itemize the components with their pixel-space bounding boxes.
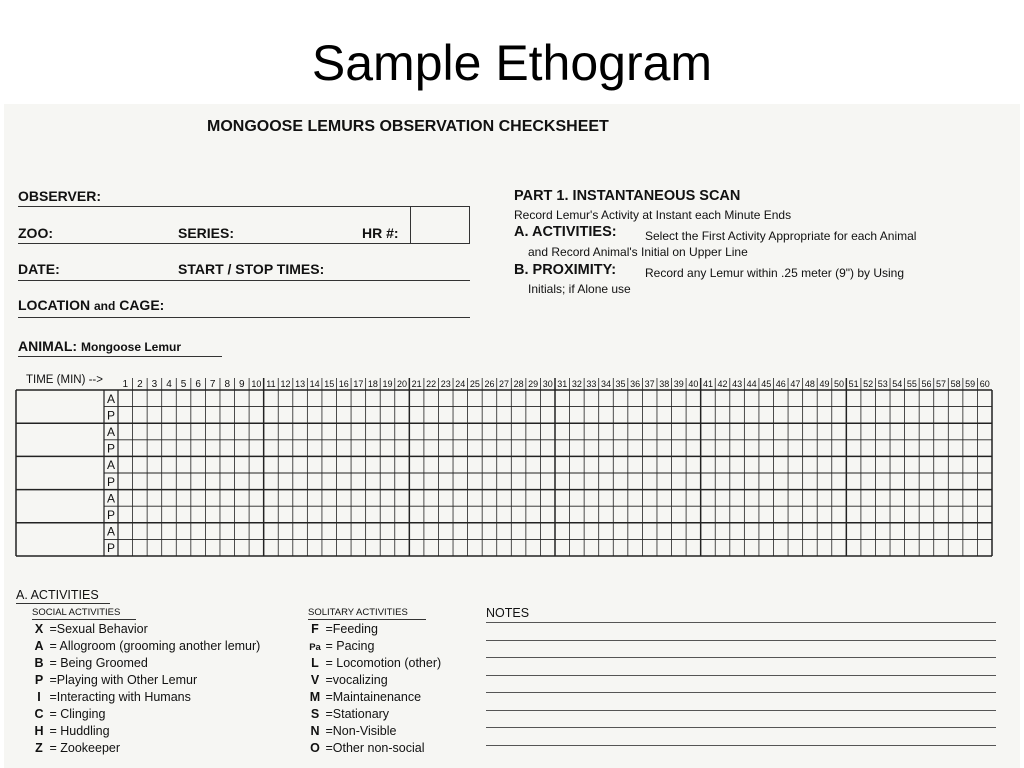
minute-label: 1 bbox=[122, 379, 129, 390]
notes-line[interactable] bbox=[486, 745, 996, 746]
minute-label: 22 bbox=[426, 379, 437, 389]
slide-title: Sample Ethogram bbox=[311, 35, 713, 91]
minute-label: 37 bbox=[644, 379, 655, 389]
minute-label: 9 bbox=[239, 379, 245, 390]
solitary-activity-item bbox=[308, 724, 396, 738]
activity-code: F bbox=[311, 622, 319, 636]
activity-description: = Clinging bbox=[46, 707, 106, 721]
minute-label: 32 bbox=[571, 379, 582, 389]
activity-code: V bbox=[310, 673, 320, 687]
start-stop-label: START / STOP TIMES: bbox=[178, 261, 325, 277]
minute-label: 27 bbox=[499, 379, 510, 389]
solitary-activity-item bbox=[308, 707, 389, 721]
minute-label: 2 bbox=[137, 379, 143, 390]
solitary-activity-item bbox=[308, 741, 424, 755]
activity-code: H bbox=[34, 724, 44, 738]
minute-label: 17 bbox=[353, 379, 364, 389]
observer-label: OBSERVER: bbox=[18, 188, 101, 204]
notes-line[interactable] bbox=[486, 622, 996, 623]
solitary-activity-item bbox=[308, 622, 378, 636]
solitary-activity-item bbox=[308, 639, 374, 653]
minute-label: 36 bbox=[630, 379, 641, 389]
social-activity-item bbox=[32, 690, 191, 704]
notes-line[interactable] bbox=[486, 710, 996, 711]
row-label-activity: A bbox=[106, 391, 116, 406]
activity-code: S bbox=[310, 707, 320, 721]
minute-label: 40 bbox=[688, 379, 699, 389]
notes-line[interactable] bbox=[486, 657, 996, 658]
minute-label: 25 bbox=[469, 379, 480, 389]
minute-label: 10 bbox=[251, 379, 262, 389]
notes-line[interactable] bbox=[486, 727, 996, 728]
minute-label: 46 bbox=[775, 379, 786, 389]
activity-description: = Zookeeper bbox=[46, 741, 121, 755]
location-cage: CAGE: bbox=[119, 297, 165, 313]
row-label-proximity: P bbox=[106, 508, 116, 522]
animal-label-text: ANIMAL: bbox=[18, 338, 78, 354]
activities-instruction-1: Select the First Activity Appropriate for each Animal bbox=[645, 229, 917, 243]
activity-description: =Other non-social bbox=[322, 741, 425, 755]
sheet-title: MONGOOSE LEMURS OBSERVATION CHECKSHEET bbox=[207, 118, 609, 135]
part1-heading: PART 1. INSTANTANEOUS SCAN bbox=[514, 188, 741, 204]
minute-label: 6 bbox=[195, 379, 201, 390]
activities-legend-heading: A. ACTIVITIES bbox=[16, 588, 99, 602]
minute-label: 58 bbox=[950, 379, 961, 389]
minute-label: 48 bbox=[804, 379, 815, 389]
date-label: DATE: bbox=[18, 261, 60, 277]
checksheet bbox=[4, 104, 1020, 768]
activity-description: =Interacting with Humans bbox=[46, 690, 191, 704]
animal-value: Mongoose Lemur bbox=[81, 340, 182, 354]
activity-description: = Pacing bbox=[322, 639, 375, 653]
minute-label: 3 bbox=[151, 379, 158, 390]
minute-label: 39 bbox=[673, 379, 684, 389]
minute-label: 11 bbox=[266, 379, 276, 389]
activity-code: O bbox=[310, 741, 320, 755]
minute-label: 34 bbox=[600, 379, 611, 389]
minute-label: 15 bbox=[324, 379, 335, 389]
minute-label: 16 bbox=[338, 379, 349, 389]
social-activity-item bbox=[32, 656, 148, 670]
minute-label: 26 bbox=[484, 379, 495, 389]
activity-code: A bbox=[34, 639, 44, 653]
zoo-label: ZOO: bbox=[18, 225, 53, 241]
minute-label: 44 bbox=[746, 379, 757, 389]
minute-label: 23 bbox=[440, 379, 451, 389]
activity-code: B bbox=[34, 656, 44, 670]
part1-sub: Record Lemur's Activity at Instant each Minute Ends bbox=[514, 208, 792, 222]
solitary-activity-item bbox=[308, 656, 441, 670]
row-label-proximity: P bbox=[106, 541, 116, 556]
proximity-instruction-2: Initials; if Alone use bbox=[528, 282, 631, 296]
activity-description: = Being Groomed bbox=[46, 656, 148, 670]
minute-label: 54 bbox=[892, 379, 903, 389]
activity-code: M bbox=[309, 690, 321, 704]
activity-description: =Sexual Behavior bbox=[46, 622, 148, 636]
row-label-activity: A bbox=[106, 524, 116, 539]
activity-description: = Allogroom (grooming another lemur) bbox=[46, 639, 261, 653]
minute-label: 43 bbox=[732, 379, 743, 389]
activity-code: Z bbox=[35, 741, 43, 755]
minute-label: 21 bbox=[411, 379, 422, 389]
minute-label: 8 bbox=[224, 379, 231, 390]
minute-label: 4 bbox=[166, 379, 172, 390]
social-activity-item bbox=[32, 724, 110, 738]
row-label-proximity: P bbox=[106, 441, 116, 456]
minute-label: 33 bbox=[586, 379, 597, 389]
activity-description: =Maintainenance bbox=[322, 690, 422, 704]
social-activity-item bbox=[32, 639, 260, 653]
minute-label: 50 bbox=[834, 379, 845, 389]
row-label-proximity: P bbox=[106, 408, 116, 423]
notes-label: NOTES bbox=[486, 606, 530, 620]
minute-label: 5 bbox=[180, 379, 187, 390]
social-activity-item bbox=[32, 707, 105, 721]
minute-label: 14 bbox=[309, 379, 320, 389]
activity-code: P bbox=[34, 673, 44, 687]
row-label-proximity: P bbox=[106, 474, 116, 489]
social-activity-item bbox=[32, 673, 197, 687]
proximity-label: B. PROXIMITY: bbox=[514, 262, 617, 278]
social-heading: SOCIAL ACTIVITIES bbox=[32, 607, 121, 618]
solitary-activity-item bbox=[308, 673, 388, 687]
proximity-instruction-1: Record any Lemur within .25 meter (9") by Using bbox=[645, 266, 905, 280]
row-label-activity: A bbox=[106, 458, 116, 473]
minute-label: 56 bbox=[921, 379, 932, 389]
minute-label: 35 bbox=[615, 379, 626, 389]
activity-description: =Feeding bbox=[322, 622, 378, 636]
minute-label: 60 bbox=[979, 379, 990, 389]
social-activity-item bbox=[32, 741, 120, 755]
activity-code: N bbox=[310, 724, 320, 738]
minute-label: 18 bbox=[367, 379, 378, 389]
minute-label: 7 bbox=[209, 379, 216, 390]
activity-description: =Non-Visible bbox=[322, 724, 397, 738]
minute-label: 24 bbox=[455, 379, 466, 389]
solitary-activity-item bbox=[308, 690, 421, 704]
activity-description: =Stationary bbox=[322, 707, 390, 721]
notes-line[interactable] bbox=[486, 692, 996, 693]
notes-line[interactable] bbox=[486, 675, 996, 676]
row-label-activity: A bbox=[106, 425, 116, 439]
activities-instruction-2: and Record Animal's Initial on Upper Line bbox=[528, 245, 748, 259]
minute-label: 52 bbox=[863, 379, 874, 389]
social-activity-item bbox=[32, 622, 148, 636]
minute-label: 57 bbox=[936, 379, 947, 389]
minute-label: 42 bbox=[717, 379, 728, 389]
minute-label: 53 bbox=[877, 379, 888, 389]
activity-code: L bbox=[311, 656, 319, 670]
minute-label: 55 bbox=[906, 379, 917, 389]
minute-label: 45 bbox=[761, 379, 772, 389]
activity-code: X bbox=[34, 622, 44, 636]
activity-description: =vocalizing bbox=[322, 673, 388, 687]
minute-label: 28 bbox=[513, 379, 524, 389]
time-min-label: TIME (MIN) --> bbox=[26, 374, 103, 386]
minute-label: 41 bbox=[702, 379, 713, 389]
minute-label: 12 bbox=[280, 379, 291, 389]
activity-description: = Huddling bbox=[46, 724, 110, 738]
minute-label: 47 bbox=[790, 379, 801, 389]
minute-label: 29 bbox=[528, 379, 539, 389]
activity-description: =Playing with Other Lemur bbox=[46, 673, 198, 687]
activity-description: = Locomotion (other) bbox=[322, 656, 442, 670]
hr-label: HR #: bbox=[362, 225, 399, 241]
minute-label: 49 bbox=[819, 379, 830, 389]
minute-label: 59 bbox=[965, 379, 976, 389]
minute-label: 51 bbox=[848, 379, 859, 389]
activity-code: Pa bbox=[309, 642, 321, 653]
activity-code: I bbox=[37, 690, 41, 704]
location-and: and bbox=[93, 299, 116, 313]
social-heading-underline bbox=[32, 619, 136, 620]
solitary-heading-underline bbox=[308, 619, 426, 620]
minute-label: 20 bbox=[397, 379, 408, 389]
location-word: LOCATION bbox=[18, 297, 91, 313]
series-label: SERIES: bbox=[178, 225, 235, 241]
activities-instruction-label: A. ACTIVITIES: bbox=[514, 224, 617, 240]
minute-label: 38 bbox=[659, 379, 670, 389]
minute-label: 30 bbox=[542, 379, 553, 389]
minute-label: 13 bbox=[295, 379, 306, 389]
observation-grid[interactable] bbox=[4, 104, 1020, 574]
notes-line[interactable] bbox=[486, 640, 996, 641]
activity-code: C bbox=[34, 707, 44, 721]
minute-label: 31 bbox=[557, 379, 568, 389]
minute-label: 19 bbox=[382, 379, 393, 389]
row-label-activity: A bbox=[106, 491, 116, 506]
activities-legend-underline bbox=[16, 603, 110, 604]
solitary-heading: SOLITARY ACTIVITIES bbox=[308, 607, 408, 618]
